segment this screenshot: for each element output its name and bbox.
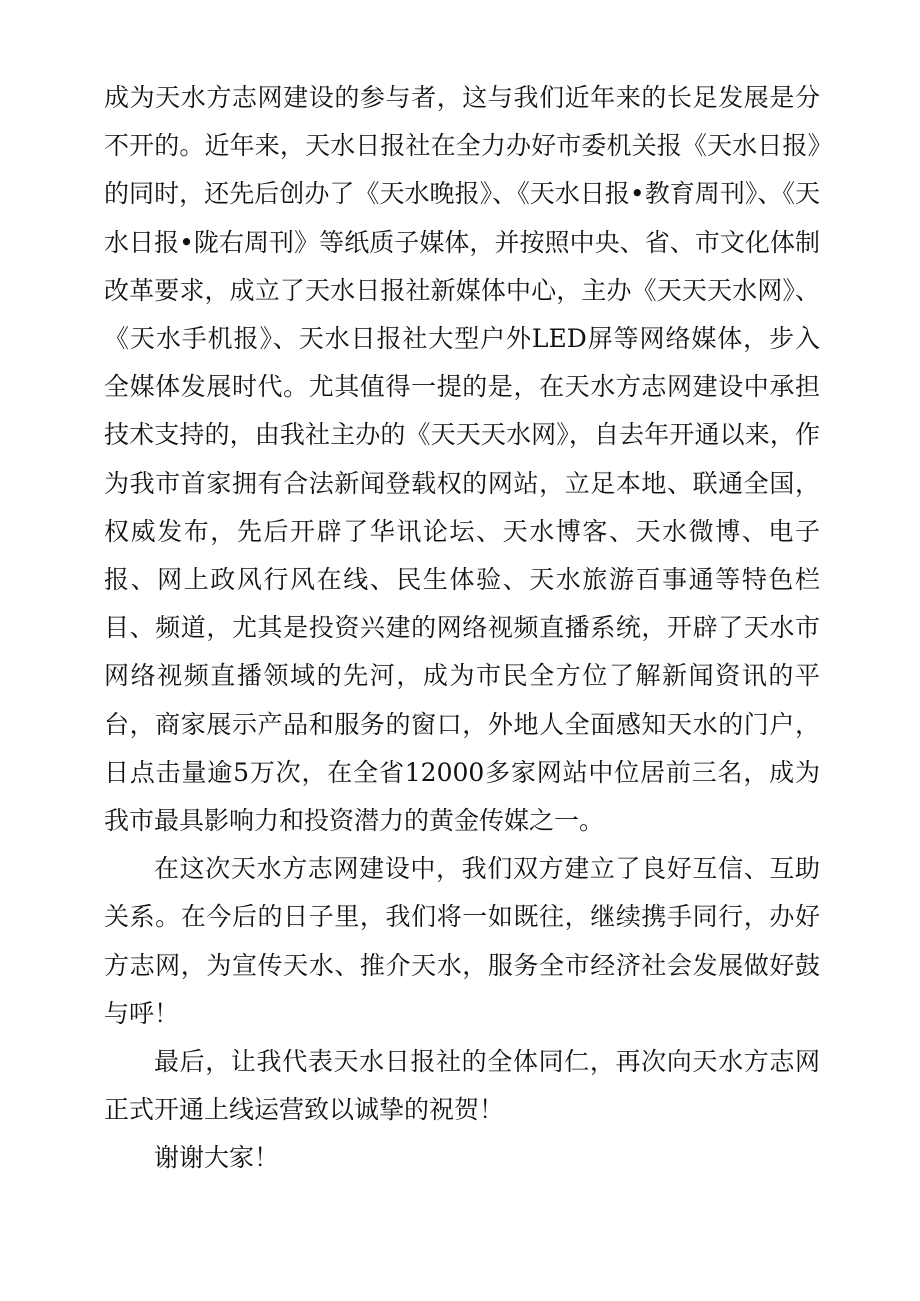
paragraph-thanks: 谢谢大家！ (154, 1143, 280, 1173)
document-body (104, 74, 820, 1183)
paragraph-cooperation: 在这次天水方志网建设中，我们双方建立了良好互信、互助关系。在今后的日子里，我们将一如既往，继续携手同行，办好方志网，为宣传天水、推介天水，服务全市经济社会发展做好鼓与呼！ (104, 854, 820, 1028)
paragraph-media-development: 成为天水方志网建设的参与者，这与我们近年来的长足发展是分不开的。近年来，天水日报社在全力办好市委机关报《天水日报》的同时，还先后创办了《天水晚报》、《天水日报•教育周刊》、《天水日报•陇右周刊》等纸质子媒体，并按照中央、省、市文化体制改革要求，成立了天水日报社新媒体中心，主办《天天天水网》、《天水手机报》、天水日报社大型户外LED屏等网络媒体，步入全媒体发展时代。尤其值得一提的是，在天水方志网建设中承担技术支持的，由我社主办的《天天天水网》，自去年开通以来，作为我市首家拥有合法新闻登载权的网站，立足本地、联通全国，权威发布，先后开辟了华讯论坛、天水博客、天水微博、电子报、网上政风行风在线、民生体验、天水旅游百事通等特色栏目、频道，尤其是投资兴建的网络视频直播系统，开辟了天水市网络视频直播领域的先河，成为市民全方位了解新闻资讯的平台，商家展示产品和服务的窗口，外地人全面感知天水的门户，日点击量逾5万次，在全省12000多家网站中位居前三名，成为我市最具影响力和投资潜力的黄金传媒之一。 (104, 83, 820, 836)
paragraph-congratulations: 最后，让我代表天水日报社的全体同仁，再次向天水方志网正式开通上线运营致以诚挚的祝贺！ (104, 1047, 820, 1125)
